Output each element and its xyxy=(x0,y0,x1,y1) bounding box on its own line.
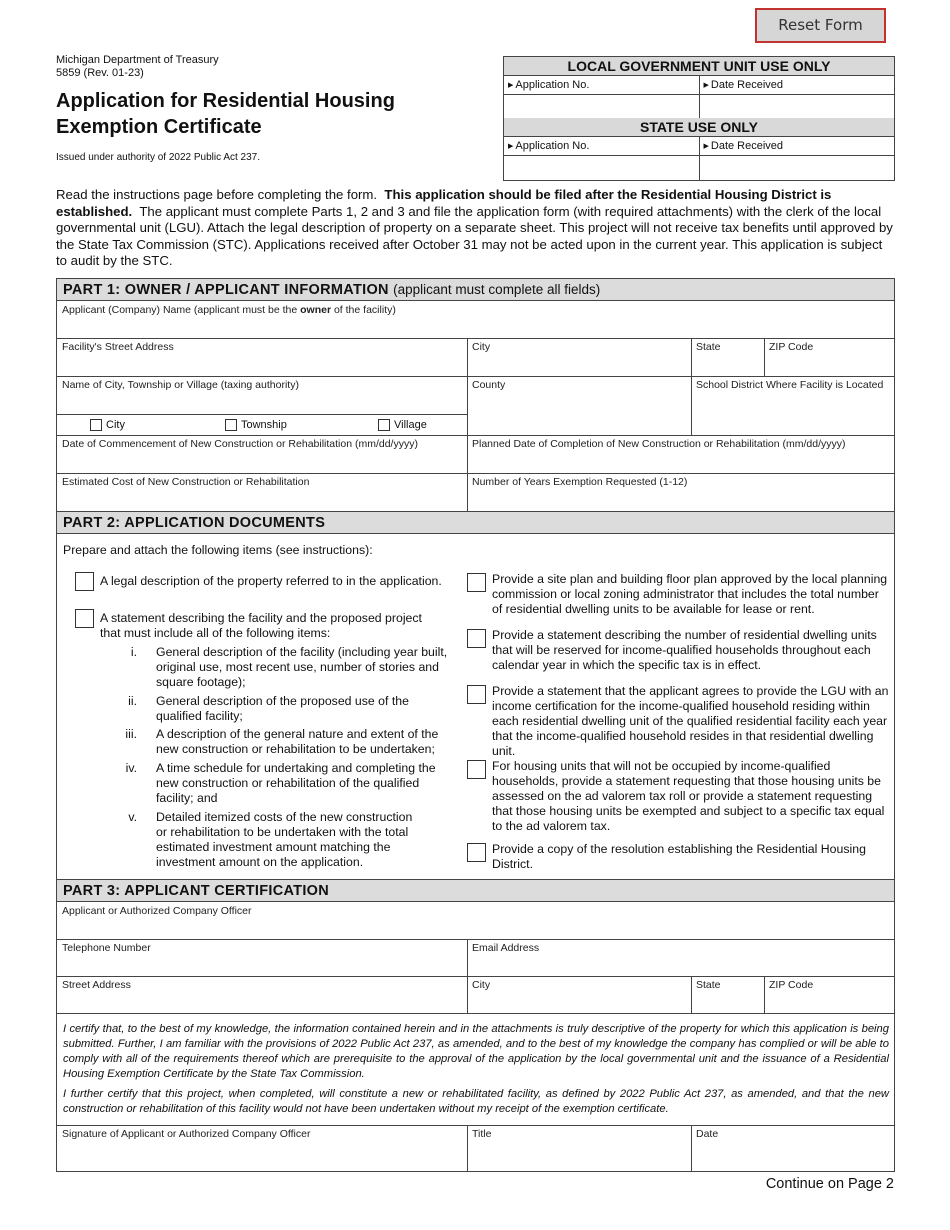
township-checkbox[interactable] xyxy=(225,419,237,431)
estimated-cost-field[interactable]: Estimated Cost of New Construction or Rehabilitation xyxy=(62,476,310,488)
part1-header: PART 1: OWNER / APPLICANT INFORMATION (applicant must complete all fields) xyxy=(57,279,894,301)
city-option-label: City xyxy=(106,419,125,431)
non-qualified-units-text: For housing units that will not be occupied by income-qualified households, provide a statement requesting that those housing units be assessed on the ad valorem tax roll or provide a statement requesting that those housing units be exempted and subject to a specific tax equal to the ad valorem tax. xyxy=(492,759,885,833)
agency-block xyxy=(56,54,219,80)
officer-zip-field[interactable]: ZIP Code xyxy=(769,979,814,991)
completion-date-field[interactable]: Planned Date of Completion of New Construction or Rehabilitation (mm/dd/yyyy) xyxy=(472,438,846,450)
school-district-field[interactable]: School District Where Facility is Located xyxy=(696,379,884,391)
non-qualified-units-checkbox[interactable] xyxy=(467,760,486,779)
certification-paragraph-2: I further certify that this project, when completed, will constitute a new or rehabilitated facility, as defined by 2022 Public Act 237, as amended, and that the new construction or rehabilitation of this facility would not have been undertaken without my receipt of the exemption certificate. xyxy=(63,1088,889,1115)
sub-item-text: General description of the facility (including year built, original use, most recent use, number of stories and square footage); xyxy=(156,645,448,689)
years-exemption-field[interactable]: Number of Years Exemption Requested (1-12) xyxy=(472,476,688,488)
part2-header: PART 2: APPLICATION DOCUMENTS xyxy=(57,512,894,534)
site-plan-text: Provide a site plan and building floor plan approved by the local planning commission or local zoning administrator that includes the total number of residential dwelling units to be available for lease or rent. xyxy=(492,572,888,616)
facility-street-field[interactable]: Facility's Street Address xyxy=(62,341,174,353)
signature-field[interactable]: Signature of Applicant or Authorized Company Officer xyxy=(62,1128,311,1140)
city-checkbox[interactable] xyxy=(90,419,102,431)
local-use-title: LOCAL GOVERNMENT UNIT USE ONLY xyxy=(504,57,894,76)
sub-item-text: Detailed itemized costs of the new construction or rehabilitation to be undertaken with the total estimated investment amount matching the investment amount on the application. xyxy=(156,810,413,869)
village-checkbox[interactable] xyxy=(378,419,390,431)
site-plan-checkbox[interactable] xyxy=(467,573,486,592)
sub-item-number: ii. xyxy=(128,694,137,708)
facility-zip-field[interactable]: ZIP Code xyxy=(769,341,814,353)
authority-text: Issued under authority of 2022 Public Act 237. xyxy=(56,152,261,163)
reserved-units-checkbox[interactable] xyxy=(467,629,486,648)
triangle-right-icon: ▶ xyxy=(508,82,514,89)
state-use-box xyxy=(503,118,895,181)
village-option-label: Village xyxy=(394,419,427,431)
local-application-no-field[interactable] xyxy=(504,95,699,119)
taxing-authority-field[interactable]: Name of City, Township or Village (taxing authority) xyxy=(62,379,299,391)
officer-state-field[interactable]: State xyxy=(696,979,721,991)
sub-item-text: General description of the proposed use of the qualified facility; xyxy=(156,694,409,723)
intro-paragraph: Read the instructions page before completing the form. This application should be filed after the Residential Housing District is established. The applicant must complete Parts 1, 2 and 3 and file the application form (with required attachments) with the clerk of the local governmental unit (LGU). Attach the legal description of property on a separate sheet. This project will not receive tax benefits until approved by the State Tax Commission (STC). Applications received after October 31 may not be acted upon in the current year. This application is subject to audit by the STC. xyxy=(56,187,893,269)
part3-header: PART 3: APPLICANT CERTIFICATION xyxy=(57,880,894,902)
local-date-received-field[interactable] xyxy=(699,95,895,119)
form-frame xyxy=(56,278,895,1172)
local-date-received-label: ▶ Date Received xyxy=(699,76,895,95)
local-use-box xyxy=(503,56,895,120)
facility-statement-text: A statement describing the facility and the proposed project that must include all of the following items: xyxy=(100,611,422,640)
applicant-name-field[interactable]: Applicant (Company) Name (applicant must be the owner of the facility) xyxy=(62,304,396,316)
certification-paragraph-1: I certify that, to the best of my knowledge, the information contained herein and in the attachments is truly descriptive of the property for which this application is being submitted. Further, I am familiar with the provisions of 2022 Public Act 237, as amended, and to the best of my knowledge the company has complied or will be able to comply with all of the requirements thereof which are prerequisite to the approval of the application by the local governmental unit and the issuance of a Residential Housing Exemption Certificate by the State Tax Commission. xyxy=(63,1023,889,1080)
form-title xyxy=(56,88,476,140)
triangle-right-icon: ▶ xyxy=(703,82,709,89)
income-certification-text: Provide a statement that the applicant agrees to provide the LGU with an income certification for the income-qualified household residing within each residential dwelling unit of the qualified residential facility each year that the income-qualified household resides in that residential dwelling unit. xyxy=(492,684,889,758)
officer-city-field[interactable]: City xyxy=(472,979,491,991)
reset-form-button[interactable]: Reset Form xyxy=(755,8,886,43)
commencement-date-field[interactable]: Date of Commencement of New Construction or Rehabilitation (mm/dd/yyyy) xyxy=(62,438,418,450)
form-number: 5859 (Rev. 01-23) xyxy=(56,67,144,79)
reserved-units-text: Provide a statement describing the number of residential dwelling units that will be reserved for income-qualified households throughout each calendar year in which the specific tax is in effect. xyxy=(492,628,877,672)
continue-note: Continue on Page 2 xyxy=(765,1176,894,1192)
sub-item-text: A description of the general nature and extent of the new construction or rehabilitation to be undertaken; xyxy=(156,727,439,756)
resolution-copy-checkbox[interactable] xyxy=(467,843,486,862)
prepare-instructions: Prepare and attach the following items (see instructions): xyxy=(63,543,373,557)
state-application-no-field[interactable] xyxy=(504,156,699,180)
telephone-field[interactable]: Telephone Number xyxy=(62,942,151,954)
email-field[interactable]: Email Address xyxy=(472,942,540,954)
township-option-label: Township xyxy=(241,419,287,431)
sub-item-number: iv. xyxy=(125,761,137,775)
legal-description-checkbox[interactable] xyxy=(75,572,94,591)
state-application-no-label: ▶ Application No. xyxy=(504,137,699,156)
resolution-copy-text: Provide a copy of the resolution establishing the Residential Housing District. xyxy=(492,842,866,871)
officer-name-field[interactable]: Applicant or Authorized Company Officer xyxy=(62,905,252,917)
officer-street-field[interactable]: Street Address xyxy=(62,979,131,991)
state-date-received-label: ▶ Date Received xyxy=(699,137,895,156)
sub-item-text: A time schedule for undertaking and completing the new construction or rehabilitation of the qualified facility; and xyxy=(156,761,436,805)
state-use-title: STATE USE ONLY xyxy=(504,118,894,137)
legal-description-text: A legal description of the property referred to in the application. xyxy=(100,574,442,588)
sub-item-number: v. xyxy=(128,810,137,824)
title-line-1: Application for Residential Housing xyxy=(56,90,395,112)
signature-date-field[interactable]: Date xyxy=(696,1128,719,1140)
title-line-2: Exemption Certificate xyxy=(56,116,262,138)
facility-state-field[interactable]: State xyxy=(696,341,721,353)
agency-name: Michigan Department of Treasury xyxy=(56,54,219,66)
county-field[interactable]: County xyxy=(472,379,506,391)
sub-item-number: i. xyxy=(130,645,137,659)
state-date-received-field[interactable] xyxy=(699,156,895,180)
income-certification-checkbox[interactable] xyxy=(467,685,486,704)
triangle-right-icon: ▶ xyxy=(703,143,709,150)
facility-city-field[interactable]: City xyxy=(472,341,491,353)
local-application-no-label: ▶ Application No. xyxy=(504,76,699,95)
sub-item-number: iii. xyxy=(125,727,137,741)
facility-statement-checkbox[interactable] xyxy=(75,609,94,628)
officer-title-field[interactable]: Title xyxy=(472,1128,492,1140)
triangle-right-icon: ▶ xyxy=(508,143,514,150)
